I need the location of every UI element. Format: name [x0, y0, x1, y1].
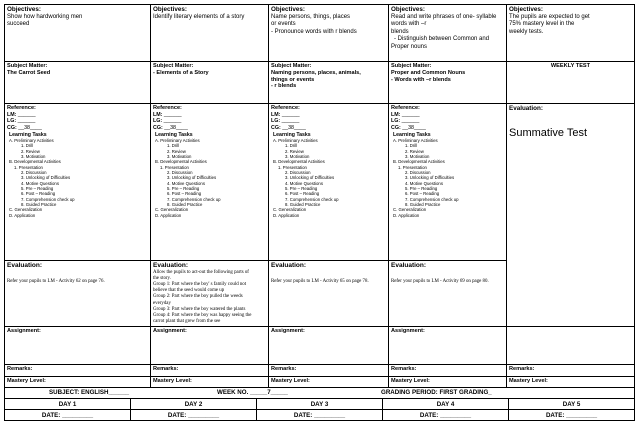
learning-task-item: 3. Motivation [21, 154, 46, 160]
subject-matter-label: Subject Matter: [153, 63, 194, 69]
objectives-label: Objectives: [509, 6, 543, 13]
learning-task-item: 3. Unlocking of Difficulties [405, 175, 455, 181]
assignment-cell-day5 [507, 327, 635, 365]
subject-label: SUBJECT: ENGLISH______ [49, 389, 130, 397]
learning-task-item: 4. Motive Questions [285, 180, 323, 186]
objectives-cell-day2 [151, 5, 269, 62]
assignment-label: Assignment: [391, 328, 425, 335]
remarks-label: Remarks: [153, 366, 179, 373]
grading-period-label: GRADING PERIOD: FIRST GRADING_ [381, 389, 492, 397]
remarks-label: Remarks: [271, 366, 297, 373]
footer-days-row [5, 399, 635, 410]
reference-lm: LM: ______ [153, 111, 182, 118]
assignment-row [5, 327, 635, 365]
learning-task-item: Learning Tasks [273, 131, 311, 138]
reference-cg: CG: __38____ [391, 125, 426, 132]
learning-task-item: 7. Comprehension check up [21, 196, 75, 202]
learning-task-item: 8. Guided Practice [405, 202, 441, 208]
subject-matter-text: - Words with –r blends [391, 76, 451, 83]
subject-matter-text: The Carrot Seed [7, 69, 51, 76]
objective-line: Identify literary elements of a story [153, 13, 245, 20]
weekly-test-title: WEEKLY TEST [550, 63, 591, 69]
evaluation-text-line: Group 1: Part where the boy' s family could not [153, 282, 247, 288]
weekly-test-cell [507, 62, 635, 104]
reference-lg: LG: ______ [7, 118, 36, 125]
learning-task-item: 4. Motive Questions [21, 180, 59, 186]
evaluation-cell-day2 [151, 261, 269, 327]
objective-line: - Distinguish between Common and [394, 36, 490, 43]
learning-task-item: B. Developmental Activities [9, 159, 61, 165]
learning-task-item: Learning Tasks [155, 131, 193, 138]
mastery-cell-day5 [507, 377, 635, 388]
learning-task-item: A. Preliminary Activities [393, 138, 438, 144]
learning-task-item: 1. Presentation [278, 164, 307, 170]
learning-task-item: D. Application [273, 212, 300, 218]
assignment-cell-day3 [269, 327, 389, 365]
learning-tasks-list [271, 132, 386, 218]
learning-task-item: 7. Comprehension check up [405, 196, 459, 202]
mastery-cell-day4 [389, 377, 507, 388]
objectives-cell-day4 [389, 5, 507, 62]
objectives-cell-day5 [507, 5, 635, 62]
learning-task-item: 3. Motivation [167, 154, 192, 160]
summative-test-text: Summative Test [509, 126, 588, 139]
reference-label: Reference: [271, 105, 300, 111]
learning-task-item: 2. Review [21, 148, 40, 154]
objective-line: Read and write phrases of one- syllable [391, 13, 497, 20]
learning-task-item: 8. Guided Practice [167, 202, 203, 208]
evaluation-label: Evaluation: [153, 262, 189, 269]
mastery-cell-day3 [269, 377, 389, 388]
learning-task-item: 2. Discussion [285, 170, 311, 176]
learning-task-item: A. Preliminary Activities [155, 138, 200, 144]
assignment-cell-day4 [389, 327, 507, 365]
date-field: DATE: _________ [509, 410, 635, 421]
remarks-cell-day1 [5, 365, 151, 377]
subject-matter-label: Subject Matter: [391, 63, 432, 69]
learning-tasks-list [7, 132, 148, 218]
subject-matter-cell-day4 [389, 62, 507, 104]
date-field: DATE: _________ [131, 410, 257, 421]
evaluation-cell-day1 [5, 261, 151, 327]
learning-task-item: 1. Drill [21, 143, 34, 149]
learning-task-item: B. Developmental Activities [393, 159, 445, 165]
objective-line: Proper nouns [391, 43, 428, 50]
learning-task-item: 7. Comprehension check up [285, 196, 339, 202]
learning-task-item: 1. Drill [405, 143, 418, 149]
day-header: DAY 1 [5, 399, 131, 410]
learning-task-item: 6. Post – Reading [405, 191, 440, 197]
learning-task-item: 6. Post – Reading [285, 191, 320, 197]
learning-task-item: 2. Discussion [405, 170, 431, 176]
learning-task-item: 6. Post – Reading [21, 191, 56, 197]
objectives-label: Objectives: [391, 6, 425, 13]
subject-matter-cell-day2 [151, 62, 269, 104]
subject-matter-label: Subject Matter: [271, 63, 312, 69]
tasks-cell-day3 [269, 104, 389, 261]
assignment-cell-day2 [151, 327, 269, 365]
learning-tasks-list [391, 132, 504, 218]
learning-task-item: B. Developmental Activities [155, 159, 207, 165]
week-number-label: WEEK NO. _____7_____ [217, 389, 288, 397]
objective-line: The pupils are expected to get [509, 13, 590, 20]
learning-task-item: 3. Motivation [405, 154, 430, 160]
remarks-label: Remarks: [7, 366, 33, 373]
evaluation-cell-day3 [269, 261, 389, 327]
evaluation-label: Evaluation: [7, 262, 43, 269]
learning-task-item: C. Generalization [155, 207, 189, 213]
mastery-label: Mastery Level: [509, 378, 548, 385]
objective-line: blends [391, 28, 409, 35]
learning-task-item: 2. Discussion [21, 170, 47, 176]
mastery-cell-day1 [5, 377, 151, 388]
learning-task-item: D. Application [393, 212, 420, 218]
mastery-label: Mastery Level: [7, 378, 46, 385]
reference-label: Reference: [391, 105, 420, 111]
learning-task-item: 4. Motive Questions [405, 180, 443, 186]
learning-task-item: 8. Guided Practice [21, 202, 57, 208]
learning-task-item: 7. Comprehension check up [167, 196, 221, 202]
reference-lm: LM: ______ [7, 111, 36, 118]
objectives-row [5, 5, 635, 62]
subject-matter-text: - Elements of a Story [153, 69, 209, 76]
footer-info-row [5, 388, 635, 399]
objectives-label: Objectives: [7, 6, 41, 13]
evaluation-text-line: Allow the pupils to act-out the following parts of [153, 269, 249, 275]
objectives-label: Objectives: [271, 6, 305, 13]
lesson-plan-sheet [4, 4, 634, 421]
evaluation-text-line: Group 3: Part where the boy watered the plants [153, 306, 246, 312]
objective-line: weekly tests. [509, 28, 544, 35]
remarks-cell-day5 [507, 365, 635, 377]
learning-tasks-row [5, 104, 635, 261]
mastery-label: Mastery Level: [153, 378, 192, 385]
evaluation-text-line: carrot plant that grew from the see [153, 318, 221, 324]
objective-line: Name persons, things, places [271, 13, 351, 20]
learning-task-item: 1. Drill [285, 143, 298, 149]
evaluation-text-line: everyday [153, 300, 171, 306]
learning-task-item: D. Application [155, 212, 182, 218]
objective-line: words with –r [391, 21, 427, 28]
learning-task-item: 2. Review [167, 148, 186, 154]
learning-task-item: 2. Review [285, 148, 304, 154]
subject-matter-text: - r blends [271, 83, 297, 90]
lesson-plan-table [4, 4, 635, 388]
learning-task-item: 5. Pre – Reading [21, 186, 54, 192]
learning-task-item: 3. Unlocking of Difficulties [167, 175, 217, 181]
objectives-cell-day3 [269, 5, 389, 62]
learning-task-item: C. Generalization [9, 207, 43, 213]
learning-task-item: 5. Pre – Reading [405, 186, 438, 192]
learning-task-item: D. Application [9, 212, 36, 218]
subject-matter-text: Naming persons, places, animals, [271, 69, 361, 76]
learning-task-item: 8. Guided Practice [285, 202, 321, 208]
remarks-label: Remarks: [509, 366, 535, 373]
learning-task-item: Learning Tasks [9, 131, 47, 138]
learning-task-item: 1. Presentation [160, 164, 189, 170]
assignment-cell-day1 [5, 327, 151, 365]
learning-task-item: 3. Motivation [285, 154, 310, 160]
remarks-label: Remarks: [391, 366, 417, 373]
mastery-label: Mastery Level: [271, 378, 310, 385]
learning-task-item: A. Preliminary Activities [273, 138, 318, 144]
reference-label: Reference: [7, 105, 36, 111]
objectives-label: Objectives: [153, 6, 187, 13]
reference-cg: CG: __38____ [271, 125, 306, 132]
assignment-label: Assignment: [271, 328, 305, 335]
reference-lm: LM: ______ [271, 111, 300, 118]
learning-task-item: 5. Pre – Reading [285, 186, 318, 192]
evaluation-text-line: believe that the seed would come up [153, 288, 225, 294]
remarks-row [5, 365, 635, 377]
learning-task-item: 6. Post – Reading [167, 191, 202, 197]
objective-line: 75% mastery level in the [509, 21, 575, 28]
footer-dates-row [5, 410, 635, 421]
tasks-cell-day2 [151, 104, 269, 261]
learning-task-item: Learning Tasks [393, 131, 431, 138]
subject-matter-text: Proper and Common Nouns [391, 69, 466, 76]
learning-task-item: C. Generalization [273, 207, 307, 213]
day-header: DAY 2 [131, 399, 257, 410]
assignment-label: Assignment: [7, 328, 41, 335]
evaluation-cell-day5 [507, 104, 635, 327]
date-field: DATE: _________ [383, 410, 509, 421]
evaluation-text [153, 270, 266, 325]
reference-cg: CG: __38____ [7, 125, 42, 132]
day-header: DAY 3 [257, 399, 383, 410]
reference-lg: LG: ______ [153, 118, 182, 125]
evaluation-cell-day4 [389, 261, 507, 327]
learning-task-item: 2. Review [405, 148, 424, 154]
day-header: DAY 4 [383, 399, 509, 410]
learning-task-item: 1. Presentation [398, 164, 427, 170]
evaluation-text: Refer your pupils to LM - Activity 62 on page 76. [7, 278, 105, 284]
tasks-cell-day1 [5, 104, 151, 261]
learning-tasks-list [153, 132, 266, 218]
objective-line: Show how hardworking men [7, 13, 83, 20]
subject-matter-cell-day3 [269, 62, 389, 104]
remarks-cell-day2 [151, 365, 269, 377]
objectives-cell-day1 [5, 5, 151, 62]
evaluation-label: Evaluation: [509, 105, 543, 112]
reference-lg: LG: ______ [271, 118, 300, 125]
mastery-row [5, 377, 635, 388]
learning-task-item: B. Developmental Activities [273, 159, 325, 165]
objective-line: - Pronounce words with r blends [271, 28, 357, 35]
learning-task-item: C. Generalization [393, 207, 427, 213]
reference-cg: CG: __38____ [153, 125, 188, 132]
reference-label: Reference: [153, 105, 182, 111]
reference-lg: LG: ______ [391, 118, 420, 125]
evaluation-label: Evaluation: [391, 262, 427, 269]
evaluation-text-line: the story. [153, 276, 171, 282]
tasks-cell-day4 [389, 104, 507, 261]
footer-info-cell [5, 388, 635, 399]
learning-task-item: 1. Presentation [14, 164, 43, 170]
evaluation-text-line: Group 2: Part where the boy pulled the weeds [153, 294, 243, 300]
remarks-cell-day4 [389, 365, 507, 377]
mastery-label: Mastery Level: [391, 378, 430, 385]
mastery-cell-day2 [151, 377, 269, 388]
learning-task-item: 1. Drill [167, 143, 180, 149]
evaluation-text-line: Group 4: Part where the boy was happy seeing the [153, 312, 252, 318]
date-field: DATE: _________ [257, 410, 383, 421]
objective-line: succeed [7, 21, 30, 28]
learning-task-item: 5. Pre – Reading [167, 186, 200, 192]
learning-task-item: 4. Motive Questions [167, 180, 205, 186]
remarks-cell-day3 [269, 365, 389, 377]
assignment-label: Assignment: [153, 328, 187, 335]
learning-task-item: 2. Discussion [167, 170, 193, 176]
subject-matter-text: things or events [271, 76, 315, 83]
learning-task-item: A. Preliminary Activities [9, 138, 54, 144]
objective-line: or events [271, 21, 296, 28]
evaluation-text: Refer your pupils to LM - Activity 69 on page 80. [391, 278, 489, 284]
learning-task-item: 3. Unlocking of Difficulties [285, 175, 335, 181]
date-field: DATE: _________ [5, 410, 131, 421]
evaluation-label: Evaluation: [271, 262, 307, 269]
subject-matter-row [5, 62, 635, 104]
subject-matter-label: Subject Matter: [7, 63, 48, 69]
reference-lm: LM: ______ [391, 111, 420, 118]
day-header: DAY 5 [509, 399, 635, 410]
footer-table [4, 388, 635, 421]
evaluation-text: Refer your pupils to LM - Activity 65 on page 78. [271, 278, 369, 284]
subject-matter-cell-day1 [5, 62, 151, 104]
learning-task-item: 3. Unlocking of Difficulties [21, 175, 71, 181]
